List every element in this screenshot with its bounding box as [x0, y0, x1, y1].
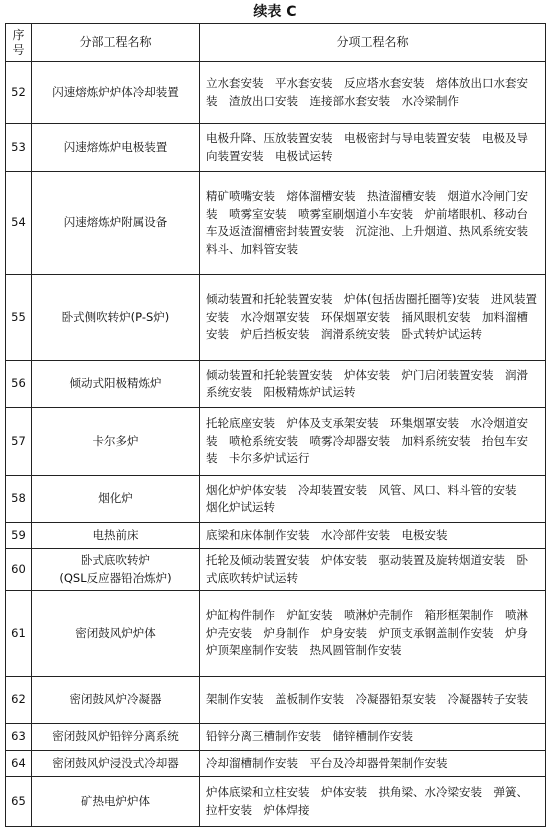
row-division: 密闭鼓风炉浸没式冷却器 [32, 751, 200, 777]
row-seq: 53 [6, 124, 32, 172]
row-division: 电热前床 [32, 523, 200, 549]
row-seq: 55 [6, 275, 32, 361]
table-row [6, 523, 546, 549]
table-row [6, 361, 546, 408]
row-subitems: 电极升降、压放装置安装 电极密封与导电装置安装 电极及导向装置安装 电极试运转 [200, 124, 546, 172]
table-row [6, 476, 546, 523]
header-subitem: 分项工程名称 [200, 24, 546, 62]
table-row [6, 124, 546, 172]
row-subitems: 底梁和床体制作安装 水冷部件安装 电极安装 [200, 523, 546, 549]
row-subitems: 托轮及倾动装置安装 炉体安装 驱动装置及旋转烟道安装 卧式底吹转炉试运转 [200, 549, 546, 591]
row-division: 烟化炉 [32, 476, 200, 523]
table-row [6, 751, 546, 777]
table-row [6, 677, 546, 724]
table-row [6, 275, 546, 361]
row-division: 卧式侧吹转炉(P-S炉) [32, 275, 200, 361]
row-division: 卡尔多炉 [32, 408, 200, 476]
table-header-row [6, 24, 546, 62]
row-seq: 56 [6, 361, 32, 408]
row-seq: 63 [6, 724, 32, 751]
row-seq: 61 [6, 591, 32, 677]
row-subitems: 炉体底梁和立柱安装 炉体安装 拱角梁、水冷梁安装 弹簧、拉杆安装 炉体焊接 [200, 777, 546, 827]
row-seq: 64 [6, 751, 32, 777]
row-seq: 60 [6, 549, 32, 591]
row-division: 密闭鼓风炉冷凝器 [32, 677, 200, 724]
row-seq: 59 [6, 523, 32, 549]
row-seq: 57 [6, 408, 32, 476]
table-row [6, 724, 546, 751]
row-subitems: 精矿喷嘴安装 熔体溜槽安装 热渣溜槽安装 烟道水冷闸门安装 喷雾室安装 喷雾室刷烟道小车安装 炉前堵眼机、移动台车及返渣溜槽密封装置安装 沉淀池、上升烟道、热风系统安装 料斗、加料管安装 [200, 172, 546, 275]
row-subitems: 冷却溜槽制作安装 平台及冷却器骨架制作安装 [200, 751, 546, 777]
project-division-table [5, 23, 546, 827]
row-seq: 65 [6, 777, 32, 827]
row-division-line2: (QSL反应器铅冶炼炉) [59, 570, 172, 585]
row-division-line1: 卧式底吹转炉 [81, 553, 150, 567]
row-subitems: 铅锌分离三槽制作安装 储锌槽制作安装 [200, 724, 546, 751]
row-division: 倾动式阳极精炼炉 [32, 361, 200, 408]
table-row [6, 591, 546, 677]
row-seq: 62 [6, 677, 32, 724]
row-subitems: 托轮底座安装 炉体及支承架安装 环集烟罩安装 水冷烟道安装 喷枪系统安装 喷雾冷却器安装 加料系统安装 抬包车安装 卡尔多炉试运行 [200, 408, 546, 476]
row-subitems: 立水套安装 平水套安装 反应塔水套安装 熔体放出口水套安装 渣放出口安装 连接部水套安装 水冷梁制作 [200, 62, 546, 124]
row-seq: 58 [6, 476, 32, 523]
row-division: 密闭鼓风炉铅锌分离系统 [32, 724, 200, 751]
table-title: 续表 C [253, 4, 297, 20]
row-subitems: 倾动装置和托轮装置安装 炉体(包括齿圈托圈等)安装 进风装置安装 水冷烟罩安装 环保烟罩安装 捅风眼机安装 加料溜槽安装 炉后挡板安装 润滑系统安装 卧式转炉试运转 [200, 275, 546, 361]
header-division: 分部工程名称 [32, 24, 200, 62]
row-division: 矿热电炉炉体 [32, 777, 200, 827]
row-division: 闪速熔炼炉炉体冷却装置 [32, 62, 200, 124]
table-row [6, 777, 546, 827]
row-subitems: 倾动装置和托轮装置安装 炉体安装 炉门启闭装置安装 润滑系统安装 阳极精炼炉试运转 [200, 361, 546, 408]
row-division [32, 549, 200, 591]
row-division: 闪速熔炼炉附属设备 [32, 172, 200, 275]
row-subitems: 炉缸构件制作 炉缸安装 喷淋炉壳制作 箱形框架制作 喷淋炉壳安装 炉身制作 炉身安装 炉顶支承钢盖制作安装 炉身炉顶架座制作安装 热风圆管制作安装 [200, 591, 546, 677]
row-seq: 52 [6, 62, 32, 124]
table-row [6, 172, 546, 275]
table-row [6, 408, 546, 476]
header-seq-line1: 序 [12, 27, 25, 42]
row-subitems: 烟化炉炉体安装 冷却装置安装 风管、风口、料斗管的安装 烟化炉试运转 [200, 476, 546, 523]
header-seq [6, 24, 32, 62]
header-seq-line2: 号 [12, 42, 25, 57]
row-division: 密闭鼓风炉炉体 [32, 591, 200, 677]
row-seq: 54 [6, 172, 32, 275]
row-division: 闪速熔炼炉电极装置 [32, 124, 200, 172]
table-row [6, 549, 546, 591]
table-row [6, 62, 546, 124]
row-subitems: 架制作安装 盖板制作安装 冷凝器铅泵安装 冷凝器转子安装 [200, 677, 546, 724]
